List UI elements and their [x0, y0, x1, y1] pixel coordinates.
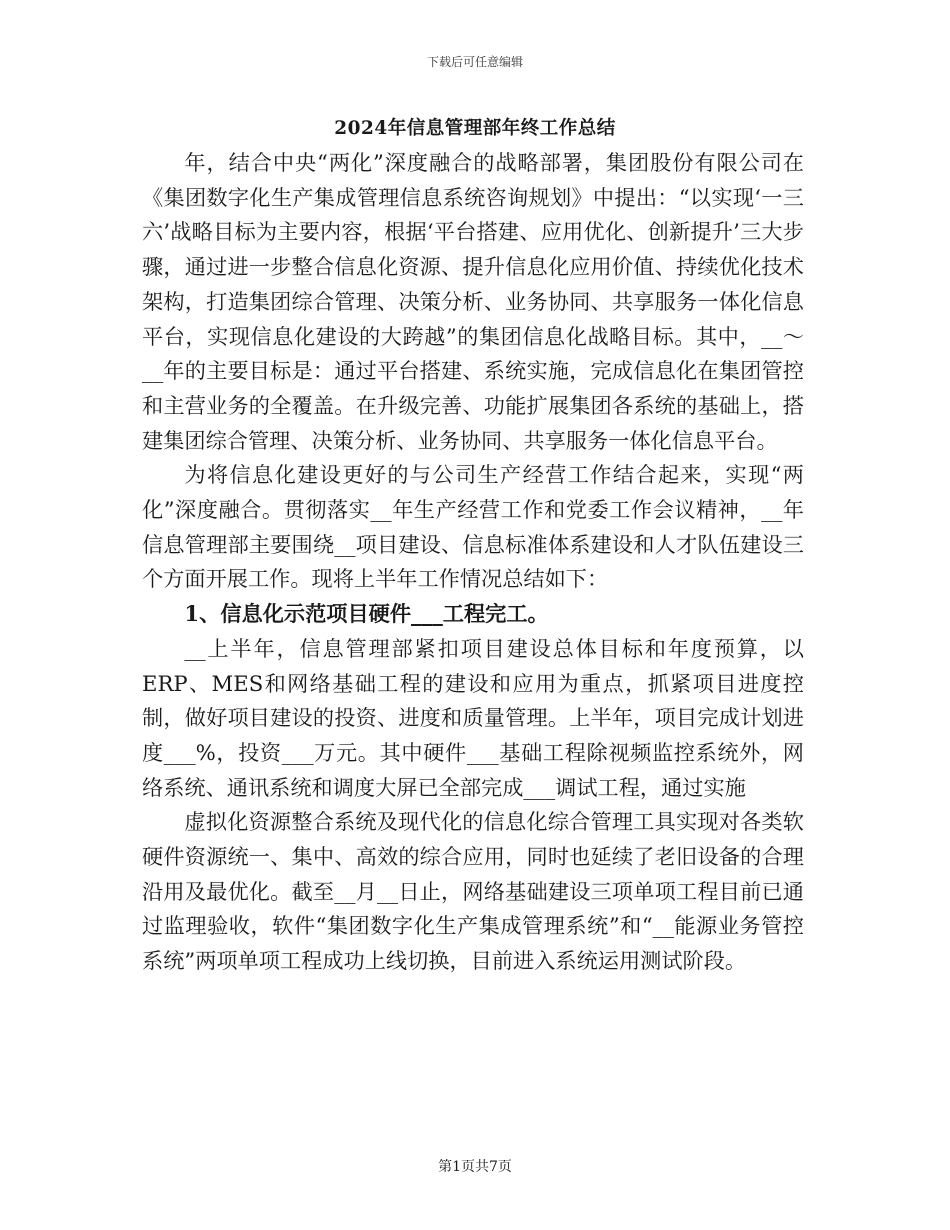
- paragraph: 年，结合中央“两化”深度融合的战略部署，集团股份有限公司在《集团数字化生产集成管理信息系统咨询规划》中提出：“以实现‘一三六’战略目标为主要内容，根据‘平台搭建、应用优化、创新提升’三大步骤，通过进一步整合信息化资源、提升信息化应用价值、持续优化技术架构，打造集团综合管理、决策分析、业务协同、共享服务一体化信息平台，实现信息化建设的大跨越”的集团信息化战略目标。其中，__～__年的主要目标是：通过平台搭建、系统实施，完成信息化在集团管控和主营业务的全覆盖。在升级完善、功能扩展集团各系统的基础上，搭建集团综合管理、决策分析、业务协同、共享服务一体化信息平台。: [142, 150, 804, 453]
- section-heading: 1、信息化示范项目硬件___工程完工。: [184, 601, 549, 627]
- document-body: [142, 146, 804, 979]
- paragraph: __上半年，信息管理部紧扣项目建设总体目标和年度预算，以ERP、MES和网络基础工程的建设和应用为重点，抓紧项目进度控制，做好项目建设的投资、进度和质量管理。上半年，项目完成计划进度___%，投资___万元。其中硬件___基础工程除视频监控系统外，网络系统、通讯系统和调度大屏已全部完成___调试工程，通过实施: [142, 635, 804, 800]
- paragraph: 为将信息化建设更好的与公司生产经营工作结合起来，实现“两化”深度融合。贯彻落实__年生产经营工作和党委工作会议精神，__年信息管理部主要围绕__项目建设、信息标准体系建设和人才队伍建设三个方面开展工作。现将上半年工作情况总结如下：: [142, 462, 804, 592]
- page-number: 第1页共7页: [438, 1159, 512, 1175]
- document-title: 2024年信息管理部年终工作总结: [334, 118, 616, 139]
- header-note: 下载后可任意编辑: [426, 55, 523, 69]
- paragraph: 虚拟化资源整合系统及现代化的信息化综合管理工具实现对各类软硬件资源统一、集中、高效的综合应用，同时也延续了老旧设备的合理沿用及最优化。截至__月__日止，网络基础建设三项单项工程目前已通过监理验收，软件“集团数字化生产集成管理系统”和“__能源业务管控系统”两项单项工程成功上线切换，目前进入系统运用测试阶段。: [142, 809, 804, 974]
